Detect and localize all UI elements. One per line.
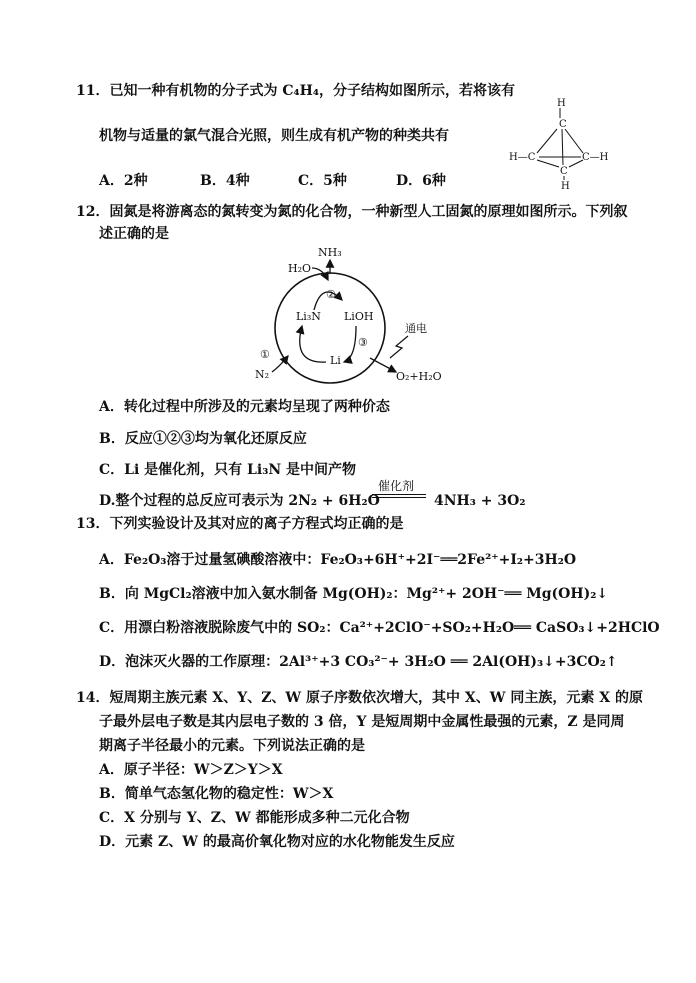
q14-option-b: B．简单气态氢化物的稳定性：W＞X <box>99 786 334 802</box>
q14-option-c: C．X 分别与 Y、Z、W 都能形成多种二元化合物 <box>99 810 410 826</box>
nitrogen-fixation-cycle-figure <box>250 240 450 390</box>
fig12-tongdian: 通电 <box>405 322 427 335</box>
q14-option-d: D．元素 Z、W 的最高价氧化物对应的水化物能发生反应 <box>99 834 455 850</box>
q13-option-a: A．Fe₂O₃溶于过量氢碘酸溶液中：Fe₂O₃+6H⁺+2I⁻══2Fe²⁺+I₂+3H₂O <box>99 552 577 568</box>
q14-stem-line1: 14．短周期主族元素 X、Y、Z、W 原子序数依次增大，其中 X、W 同主族，元素 X 的原 <box>76 690 643 706</box>
fig11-bottom-h: H <box>561 181 570 192</box>
fig12-step3: ③ <box>358 336 368 349</box>
q13-stem: 13．下列实验设计及其对应的离子方程式均正确的是 <box>76 516 404 532</box>
fig12-li: Li <box>330 354 341 367</box>
q14-option-a: A．原子半径：W＞Z＞Y＞X <box>99 762 283 778</box>
fig12-li3n: Li₃N <box>296 310 321 323</box>
q11-option-c: C．5种 <box>298 173 347 189</box>
fig11-top-c: C <box>559 119 567 130</box>
equation-arrow-line-top <box>372 494 426 495</box>
fig12-nh3: NH₃ <box>318 246 342 259</box>
q14-stem-line3: 期离子半径最小的元素。下列说法正确的是 <box>99 738 365 754</box>
q11-stem-line1: 11．已知一种有机物的分子式为 C₄H₄，分子结构如图所示，若将该有 <box>76 83 515 99</box>
fig12-o2h2o: O₂+H₂O <box>396 370 442 383</box>
q12-stem-line2: 述正确的是 <box>99 226 169 242</box>
fig11-bottom-c: C <box>560 166 568 177</box>
q13-option-b: B．向 MgCl₂溶液中加入氨水制备 Mg(OH)₂：Mg²⁺+ 2OH⁻══ Mg(OH)₂↓ <box>99 586 609 602</box>
q12-option-b: B．反应①②③均为氧化还原反应 <box>99 431 307 447</box>
fig12-n2: N₂ <box>255 368 270 381</box>
fig12-h2o: H₂O <box>288 262 312 275</box>
q12-option-c: C．Li 是催化剂，只有 Li₃N 是中间产物 <box>99 462 357 478</box>
q14-stem-line2: 子最外层电子数是其内层电子数的 3 倍，Y 是短周期中金属性最强的元素，Z 是同周 <box>99 714 625 730</box>
fig11-top-h: H <box>557 98 566 109</box>
q12-stem-line1: 12．固氮是将游离态的氮转变为氮的化合物，一种新型人工固氮的原理如图所示。下列叙 <box>76 204 628 220</box>
c4h4-structure-figure <box>505 96 620 192</box>
fig11-right-ch: C—H <box>582 152 609 163</box>
q12-option-a: A．转化过程中所涉及的元素均呈现了两种价态 <box>99 399 390 415</box>
fig12-step1: ① <box>260 348 270 361</box>
equation-arrow-line-bottom <box>372 497 426 498</box>
catalyst-label: 催化剂 <box>378 479 415 493</box>
q12-option-d-prefix: D.整个过程的总反应可表示为 2N₂ + 6H₂O <box>99 493 380 509</box>
q11-stem-line2: 机物与适量的氯气混合光照，则生成有机产物的种类共有 <box>99 128 449 144</box>
q11-option-d: D．6种 <box>396 173 446 189</box>
q11-option-a: A．2种 <box>99 173 148 189</box>
fig12-step2: ② <box>326 288 336 301</box>
q13-option-c: C．用漂白粉溶液脱除废气中的 SO₂：Ca²⁺+2ClO⁻+SO₂+H₂O══ CaSO₃↓+2HClO <box>99 620 660 636</box>
q11-option-b: B．4种 <box>200 173 250 189</box>
fig11-left-hc: H—C <box>509 152 536 163</box>
q12-option-d-suffix: 4NH₃ + 3O₂ <box>434 493 526 509</box>
q13-option-d: D．泡沫灭火器的工作原理：2Al³⁺+3 CO₃²⁻+ 3H₂O ══ 2Al(OH)₃↓+3CO₂↑ <box>99 654 618 670</box>
fig12-lioh: LiOH <box>344 310 374 323</box>
